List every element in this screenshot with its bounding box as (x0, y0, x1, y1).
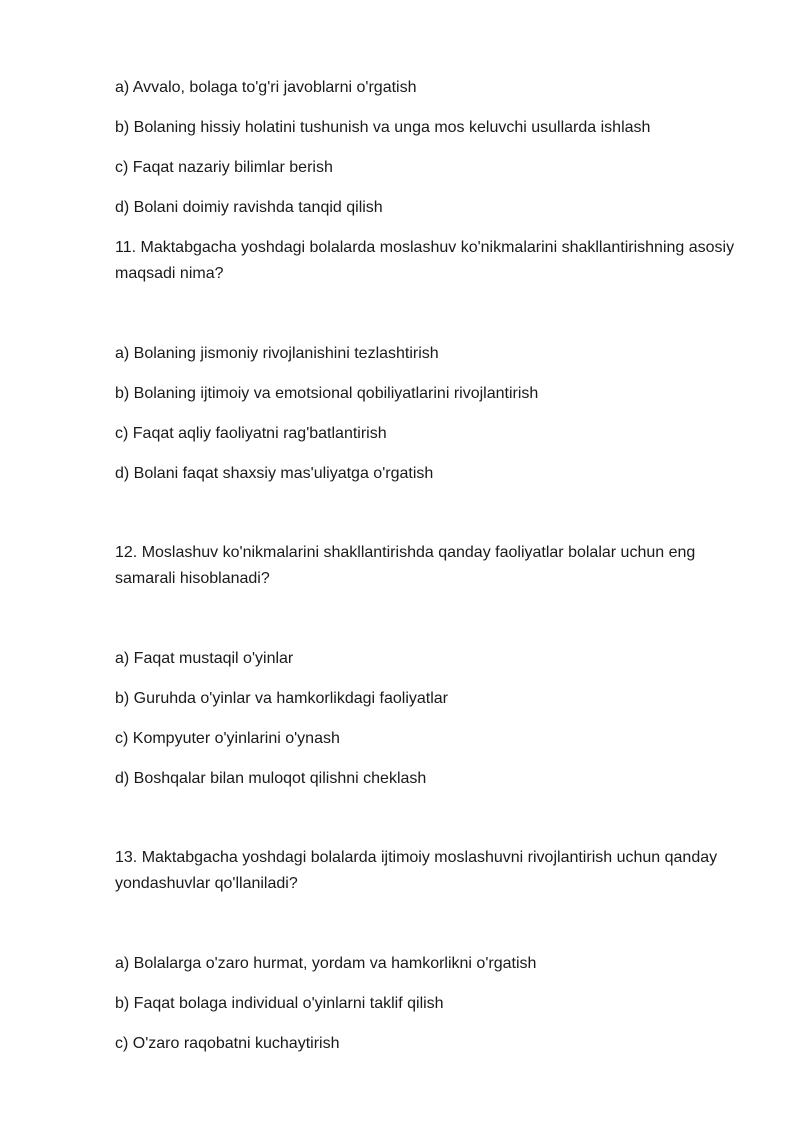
q12-option-d: d) Boshqalar bilan muloqot qilishni cheklash (115, 770, 427, 787)
q13-option-a: a) Bolalarga o'zaro hurmat, yordam va hamkorlikni o'rgatish (115, 955, 537, 972)
q11-option-b: b) Bolaning ijtimoiy va emotsional qobiliyatlarini rivojlantirish (115, 385, 539, 402)
q13-option-b: b) Faqat bolaga individual o'yinlarni taklif qilish (115, 995, 444, 1012)
q11-option-a: a) Bolaning jismoniy rivojlanishini tezlashtirish (115, 345, 439, 362)
question-13: 13. Maktabgacha yoshdagi bolalarda ijtimoiy moslashuvni rivojlantirish uchun qanday yondashuvlar qo'llaniladi? (115, 849, 718, 892)
q12-option-a: a) Faqat mustaqil o'yinlar (115, 650, 294, 667)
option-b: b) Bolaning hissiy holatini tushunish va unga mos keluvchi usullarda ishlash (115, 119, 651, 136)
q12-option-b: b) Guruhda o'yinlar va hamkorlikdagi faoliyatlar (115, 690, 448, 707)
option-d: d) Bolani doimiy ravishda tanqid qilish (115, 199, 383, 216)
q12-option-c: c) Kompyuter o'yinlarini o'ynash (115, 730, 340, 747)
option-c: c) Faqat nazariy bilimlar berish (115, 159, 333, 176)
q11-option-c: c) Faqat aqliy faoliyatni rag'batlantirish (115, 425, 387, 442)
option-a: a) Avvalo, bolaga to'g'ri javoblarni o'rgatish (115, 79, 417, 96)
q11-option-d: d) Bolani faqat shaxsiy mas'uliyatga o'rgatish (115, 465, 434, 482)
q13-option-c: c) O'zaro raqobatni kuchaytirish (115, 1035, 340, 1052)
question-11: 11. Maktabgacha yoshdagi bolalarda moslashuv ko'nikmalarini shakllantirishning asosiy maqsadi nima? (115, 239, 735, 282)
question-12: 12. Moslashuv ko'nikmalarini shakllantirishda qanday faoliyatlar bolalar uchun eng samarali hisoblanadi? (115, 544, 696, 587)
